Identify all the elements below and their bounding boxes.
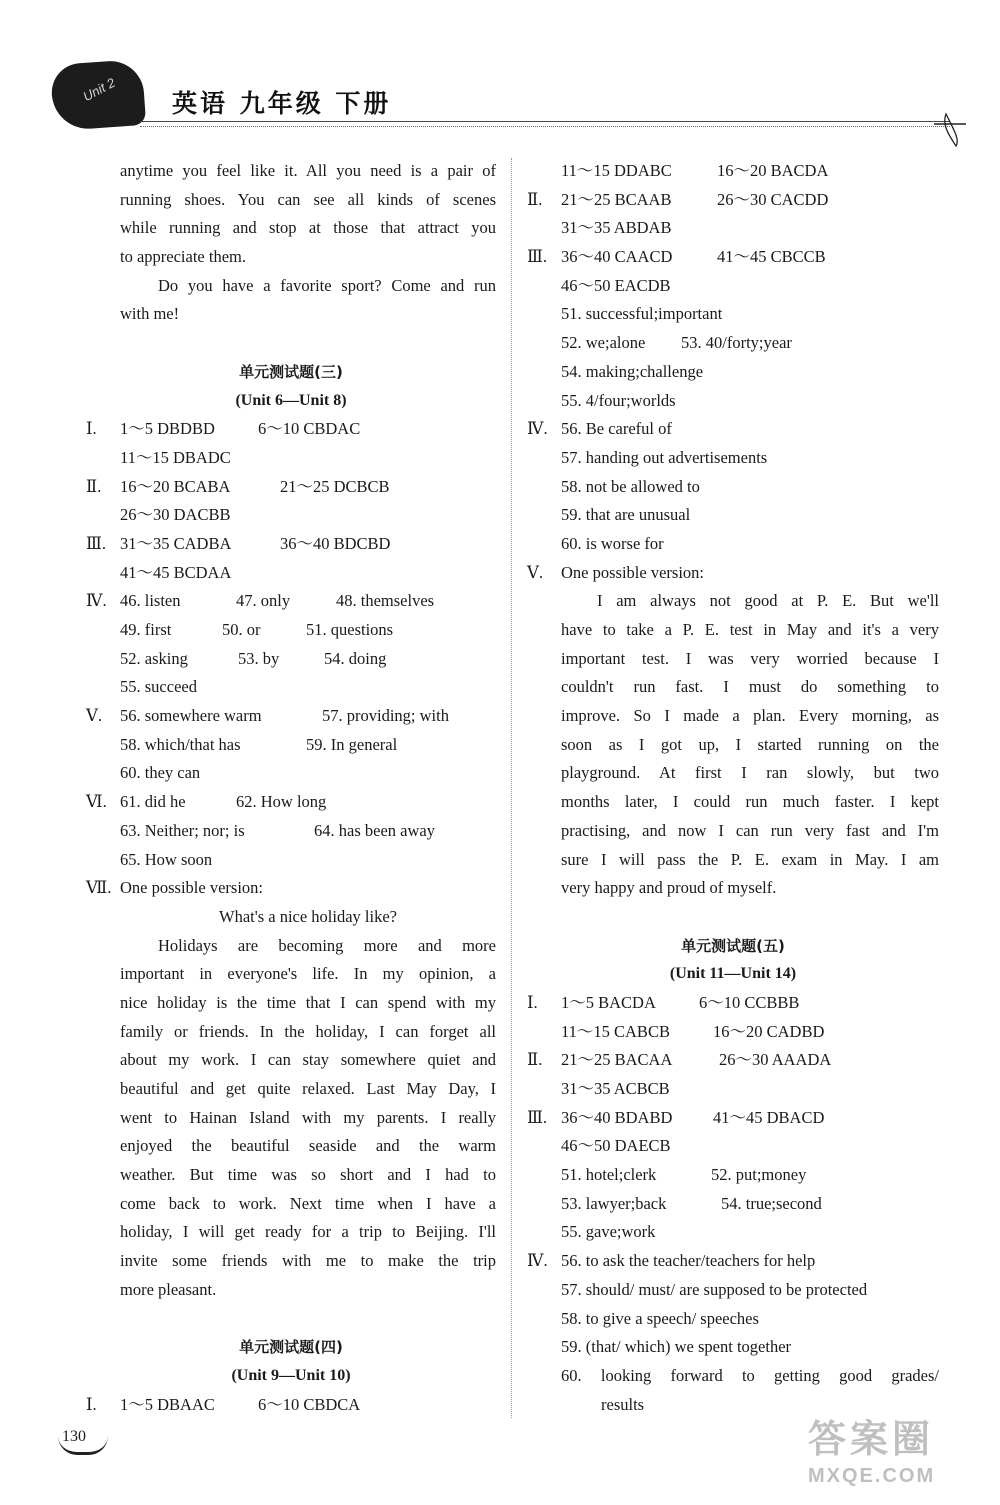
essay-line: playground. At first I ran slowly, but two: [561, 763, 939, 783]
answer: 58. to give a speech/ speeches: [561, 1308, 759, 1328]
answer-row: [86, 501, 496, 530]
answer-row: [527, 214, 939, 243]
answer-row: [527, 243, 939, 272]
answer: 6～10 CBDAC: [258, 419, 361, 439]
essay-line: beautiful and get quite relaxed. Last May Day, I: [120, 1079, 496, 1098]
part-number: Ⅲ.: [527, 1107, 548, 1127]
answer: 60. looking forward to getting good grades/: [561, 1365, 939, 1385]
unit-logo-text: Unit 2: [80, 74, 118, 105]
answer: 58. which/that has: [120, 734, 241, 754]
answer: 50. or: [222, 620, 261, 639]
part-number: Ⅲ.: [527, 247, 548, 267]
answer: 6～10 CBDCA: [258, 1394, 361, 1414]
essay-line: couldn't run fast. I must do something to: [561, 677, 939, 697]
answer-row: [527, 1161, 939, 1190]
right-column: [527, 157, 939, 1419]
answer: 60. is worse for: [561, 533, 664, 553]
answer-row: [86, 645, 496, 674]
part-number: Ⅳ.: [86, 591, 107, 611]
answer: 65. How soon: [120, 849, 213, 869]
answer-row: [86, 1391, 496, 1420]
part-number: Ⅳ.: [527, 1251, 548, 1271]
part-number: Ⅴ.: [86, 706, 103, 726]
answer: 21～25 DCBCB: [280, 476, 390, 496]
part-number: Ⅶ.: [86, 878, 112, 898]
answer-row: [527, 1018, 939, 1047]
answer: 36～40 CAACD: [561, 247, 673, 267]
essay-line: months later, I could run much faster. I kept: [561, 792, 939, 812]
answer: 11～15 CABCB: [561, 1021, 670, 1041]
header-rule: [140, 121, 950, 122]
answer: 31～35 ABDAB: [561, 218, 672, 238]
answer: 55. 4/four;worlds: [561, 390, 676, 410]
answer: 31～35 ACBCB: [561, 1079, 670, 1098]
answer: 1～5 DBAAC: [120, 1394, 215, 1414]
page-number: 130: [62, 1428, 86, 1445]
answer: 51. questions: [306, 620, 394, 639]
answer-row: [86, 817, 496, 846]
answer-row: [527, 358, 939, 387]
answer: 16～20 BCABA: [120, 476, 231, 496]
essay-line: soon as I got up, I started running on the: [561, 734, 939, 754]
answer: 36～40 BDABD: [561, 1107, 673, 1127]
version-label: One possible version:: [561, 562, 704, 582]
answer-row: [86, 473, 496, 502]
page-number-decoration: [58, 1436, 108, 1455]
essay-line: holiday, I will get ready for a trip to Beijing. I'll: [120, 1222, 496, 1242]
answer-row: [527, 272, 939, 301]
section-subtitle: (Unit 11—Unit 14): [669, 965, 797, 983]
answer: 41～45 DBACD: [713, 1107, 825, 1127]
part-number: Ⅰ.: [86, 1394, 97, 1414]
essay-line: weather. But time was so short and I had to: [120, 1165, 496, 1185]
answer: 55. gave;work: [561, 1222, 656, 1242]
column-divider: [511, 158, 512, 1418]
answer-row: [527, 989, 939, 1018]
section-title: 单元测试题(四): [239, 1338, 343, 1357]
part-number: Ⅱ.: [527, 1050, 543, 1070]
answer-row: [527, 444, 939, 473]
left-column: [86, 157, 496, 1419]
answer-row: [86, 874, 496, 903]
answer: 54. doing: [324, 648, 387, 668]
answer-row: [527, 1276, 939, 1305]
essay-line: Do you have a favorite sport? Come and run: [158, 275, 496, 295]
answer: 26～30 CACDD: [717, 189, 829, 209]
essay-line: practising, and now I can run very fast and I'm: [561, 820, 939, 840]
answer-row: [527, 1075, 939, 1104]
answer: 26～30 DACBB: [120, 505, 231, 525]
answer: 46～50 DAECB: [561, 1136, 671, 1156]
part-number: Ⅲ.: [86, 533, 107, 553]
part-number: Ⅱ.: [86, 476, 102, 496]
answer: 59. In general: [306, 734, 398, 754]
answer: 51. hotel;clerk: [561, 1165, 657, 1185]
answer: 62. How long: [236, 792, 327, 812]
essay-line: nice holiday is the time that I can spend with my: [120, 992, 496, 1012]
answer-row: [86, 587, 496, 616]
essay-line: anytime you feel like it. All you need is a pair of: [120, 161, 496, 180]
answer: 48. themselves: [336, 591, 435, 611]
part-number: Ⅰ.: [527, 992, 538, 1012]
answer: 57. should/ must/ are supposed to be protected: [561, 1279, 868, 1299]
answer-row: [527, 1132, 939, 1161]
watermark: [808, 1408, 988, 1500]
answer: 57. handing out advertisements: [561, 447, 768, 467]
essay-line: enjoyed the beautiful seaside and the warm: [120, 1136, 496, 1156]
essay-line: about my work. I can stay somewhere quiet and: [120, 1050, 496, 1070]
watermark-logo: 答案圈: [808, 1417, 935, 1461]
answer: 53. by: [238, 648, 280, 668]
essay-line: have to take a P. E. test in May and it's a very: [561, 620, 939, 639]
answer: 56. Be careful of: [561, 419, 672, 439]
answer-row: [527, 501, 939, 530]
essay-line: sure I will pass the P. E. exam in May. I am: [561, 849, 939, 869]
answer: 36～40 BDCBD: [280, 533, 391, 553]
answer-row: [86, 415, 496, 444]
essay-line: important in everyone's life. In my opinion, a: [120, 964, 496, 984]
answer: 46. listen: [120, 591, 181, 611]
answer: 64. has been away: [314, 820, 435, 840]
essay-line: come back to work. Next time when I have a: [120, 1193, 496, 1213]
pen-icon: [932, 110, 968, 150]
essay-line: improve. So I made a plan. Every morning, as: [561, 706, 939, 726]
answer: 53. lawyer;back: [561, 1193, 667, 1213]
answer: results: [601, 1394, 645, 1414]
answer-row: [527, 1247, 939, 1276]
answer: 54. true;second: [721, 1193, 822, 1213]
answer: 46～50 EACDB: [561, 275, 671, 295]
answer-row: [86, 616, 496, 645]
answer: 52. put;money: [711, 1165, 807, 1185]
answer-row: [527, 415, 939, 444]
answer: 26～30 AAADA: [719, 1050, 832, 1070]
answer: 21～25 BCAAB: [561, 189, 672, 209]
section-title: 单元测试题(五): [681, 936, 785, 955]
answer-row: [527, 186, 939, 215]
answer-row: [527, 387, 939, 416]
answer-row: [527, 1305, 939, 1334]
answer-row: [86, 846, 496, 875]
answer: 16～20 CADBD: [713, 1021, 825, 1041]
answer: 31～35 CADBA: [120, 533, 232, 553]
answer: 59. that are unusual: [561, 505, 691, 525]
essay-line: Holidays are becoming more and more: [158, 935, 496, 955]
answer: 52. we;alone: [561, 333, 646, 353]
answer: 52. asking: [120, 648, 188, 668]
answer: 58. not be allowed to: [561, 476, 700, 496]
answer-row: [527, 329, 939, 358]
answer-row: [86, 702, 496, 731]
answer: 21～25 BACAA: [561, 1050, 673, 1070]
essay-line: more pleasant.: [120, 1279, 217, 1299]
watermark-url: MXQE.COM: [808, 1465, 936, 1487]
answer: 41～45 BCDAA: [120, 562, 232, 582]
answer: 57. providing; with: [322, 706, 449, 726]
answer: 56. to ask the teacher/teachers for help: [561, 1251, 816, 1271]
answer-row: [527, 1362, 939, 1391]
answer-row: [86, 731, 496, 760]
answer: 60. they can: [120, 763, 201, 783]
essay-title: What's a nice holiday like?: [219, 906, 397, 926]
header-rule-dotted: [140, 126, 950, 127]
essay-line: family or friends. In the holiday, I can forget all: [120, 1021, 496, 1041]
answer: 11～15 DDABC: [561, 161, 672, 180]
part-number: Ⅳ.: [527, 419, 548, 439]
answer-row: [86, 788, 496, 817]
essay-line: running shoes. You can see all kinds of scenes: [120, 189, 496, 209]
essay-line: while running and stop at those that attract you: [120, 218, 496, 238]
part-number: Ⅰ.: [86, 419, 97, 439]
answer-row: [86, 673, 496, 702]
answer: 55. succeed: [120, 677, 197, 697]
answer-row: [527, 473, 939, 502]
section-subtitle: (Unit 9—Unit 10): [231, 1366, 351, 1384]
answer-row: [527, 1046, 939, 1075]
answer: 47. only: [236, 591, 291, 611]
answer: 54. making;challenge: [561, 361, 704, 381]
page-header: [0, 0, 1000, 150]
answer: 11～15 DBADC: [120, 447, 231, 467]
answer-row: [86, 559, 496, 588]
answer: 63. Neither; nor; is: [120, 820, 245, 840]
answer-row: [527, 1218, 939, 1247]
essay-line: with me!: [120, 304, 180, 324]
essay-line: invite some friends with me to make the trip: [120, 1251, 496, 1271]
answer-row: [86, 759, 496, 788]
part-number: Ⅴ.: [527, 562, 544, 582]
answer-row: [527, 1333, 939, 1362]
essay-line: went to Hainan Island with my parents. I really: [120, 1107, 496, 1127]
answer-row: [527, 157, 939, 186]
answer: 1～5 BACDA: [561, 992, 656, 1012]
answer: 49. first: [120, 620, 172, 639]
section-title: 单元测试题(三): [239, 362, 343, 381]
part-number: Ⅱ.: [527, 189, 543, 209]
answer-row: [86, 530, 496, 559]
answer: 1～5 DBDBD: [120, 419, 215, 439]
answer-row: [527, 300, 939, 329]
answer-row: [527, 559, 939, 588]
answer: 56. somewhere warm: [120, 706, 262, 726]
answer: 59. (that/ which) we spent together: [561, 1337, 792, 1357]
part-number: Ⅵ.: [86, 792, 107, 812]
answer: 53. 40/forty;year: [681, 333, 792, 353]
answer-row: [527, 530, 939, 559]
answer-row: [527, 1104, 939, 1133]
essay-line: I am always not good at P. E. But we'll: [597, 591, 939, 611]
essay-line: important test. I was very worried because I: [561, 648, 939, 668]
answer: 41～45 CBCCB: [717, 247, 826, 267]
essay-line: to appreciate them.: [120, 247, 246, 267]
book-title: 英语 九年级 下册: [172, 89, 392, 118]
answer: 16～20 BACDA: [717, 161, 829, 180]
answer: 61. did he: [120, 792, 186, 812]
answer: 51. successful;important: [561, 304, 723, 324]
essay-line: very happy and proud of myself.: [561, 878, 777, 898]
answer-row: [86, 444, 496, 473]
version-label: One possible version:: [120, 878, 263, 898]
section-subtitle: (Unit 6—Unit 8): [235, 391, 347, 409]
answer: 6～10 CCBBB: [699, 992, 800, 1012]
answer-row: [527, 1190, 939, 1219]
